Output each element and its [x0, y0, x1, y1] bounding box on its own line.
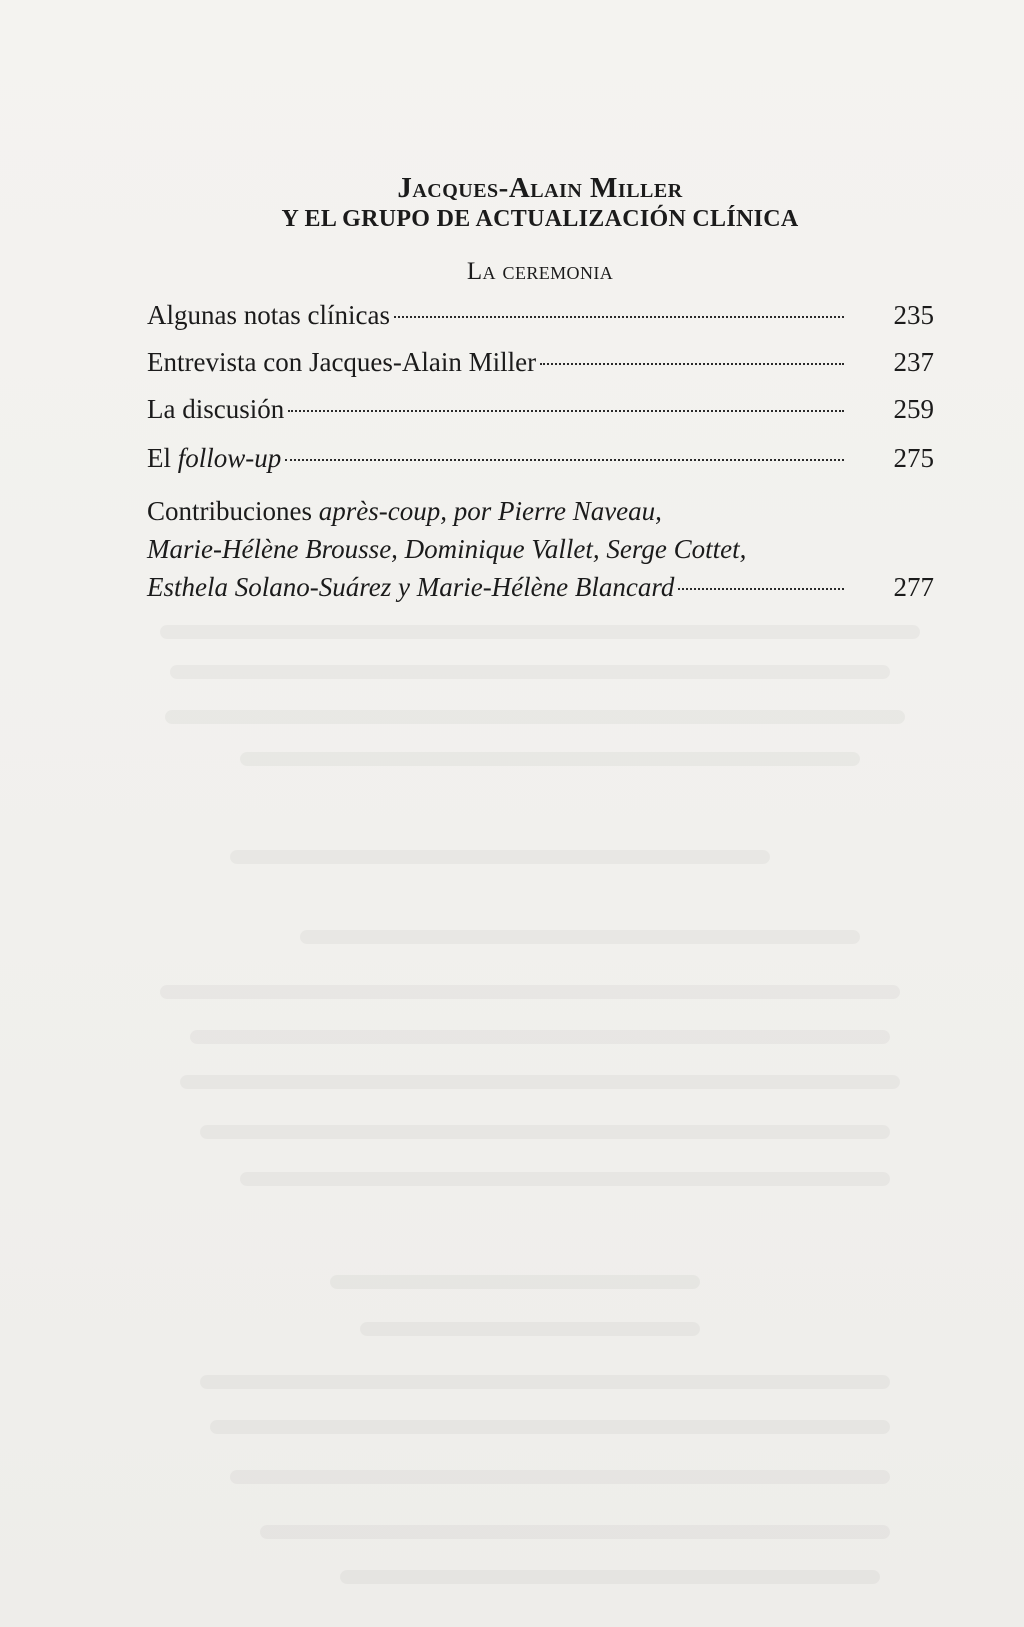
- show-through: [160, 625, 920, 639]
- dot-leader: [285, 458, 844, 461]
- toc-entry-page: 259: [893, 394, 934, 424]
- show-through: [360, 1322, 700, 1336]
- show-through: [200, 1125, 890, 1139]
- toc-entry-title: [147, 443, 281, 474]
- show-through: [180, 1075, 900, 1089]
- group-heading: Y EL GRUPO DE ACTUALIZACIÓN CLÍNICA: [281, 206, 799, 232]
- toc-entry-line3-italic: Esthela Solano-Suárez y Marie-Hélène Blancard: [147, 572, 675, 602]
- toc-entry-title: Algunas notas clínicas: [147, 300, 390, 330]
- toc-entry-line: [147, 568, 934, 606]
- show-through: [240, 752, 860, 766]
- show-through: [230, 850, 770, 864]
- toc-entry-title-prefix: El: [147, 443, 178, 473]
- dot-leader: [678, 587, 844, 590]
- toc-entry: [147, 300, 934, 331]
- show-through: [200, 1375, 890, 1389]
- dot-leader: [288, 409, 844, 412]
- show-through: [260, 1525, 890, 1539]
- show-through: [340, 1570, 880, 1584]
- show-through: [240, 1172, 890, 1186]
- toc-entry-line: [147, 492, 934, 530]
- show-through: [300, 930, 860, 944]
- toc-entry-title: La discusión: [147, 394, 285, 424]
- show-through: [210, 1420, 890, 1434]
- show-through: [230, 1470, 890, 1484]
- show-through: [190, 1030, 890, 1044]
- show-through: [170, 665, 890, 679]
- author-heading: Jacques-Alain Miller: [397, 172, 683, 204]
- toc-entry-title: Entrevista con Jacques-Alain Miller: [147, 347, 537, 377]
- show-through: [330, 1275, 700, 1289]
- toc-entry-title-italic: follow-up: [177, 443, 282, 473]
- toc-entry-page: 237: [893, 347, 934, 377]
- toc-entry: [147, 394, 934, 425]
- show-through: [160, 985, 900, 999]
- toc-entry-line: [147, 530, 934, 568]
- toc-entry-line1-roman: Contribuciones: [147, 496, 319, 526]
- toc-entry-line2-italic: Marie-Hélène Brousse, Dominique Vallet, Serge Cottet,: [147, 534, 747, 564]
- toc-entry-page: 275: [893, 443, 934, 473]
- show-through: [165, 710, 905, 724]
- toc-entry: [147, 347, 934, 378]
- dot-leader: [394, 315, 844, 318]
- toc-entry-page: 277: [893, 572, 934, 602]
- toc-entry-multiline: [147, 492, 934, 606]
- dot-leader: [540, 362, 844, 365]
- toc-entry-page: 235: [893, 300, 934, 330]
- toc-entry: [147, 443, 934, 474]
- section-heading: La ceremonia: [466, 258, 614, 285]
- toc-entry-line1-italic: après-coup, por Pierre Naveau,: [318, 496, 662, 526]
